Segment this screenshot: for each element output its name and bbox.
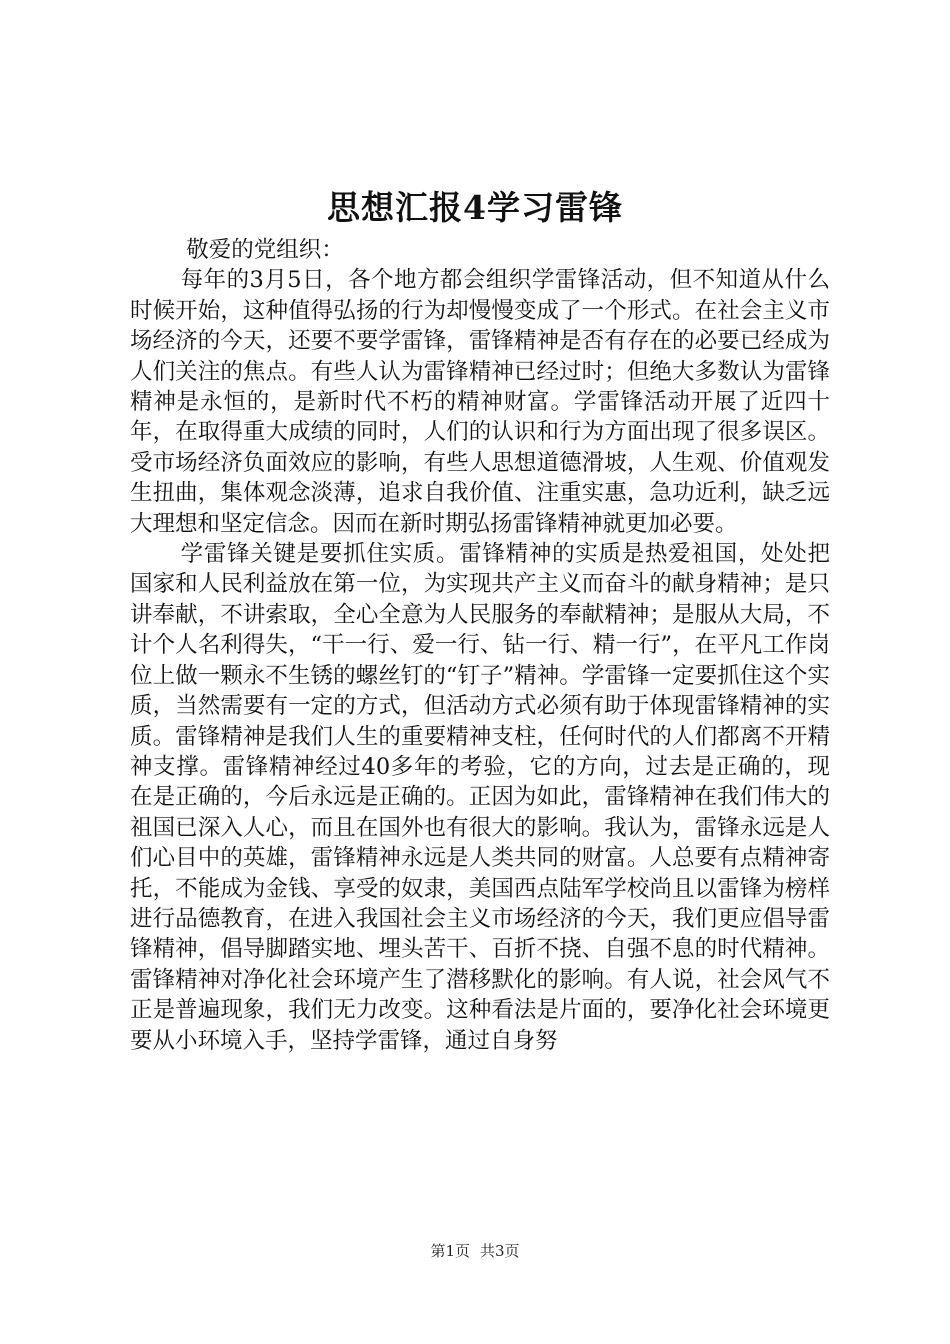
page-number: 第1页 bbox=[430, 1242, 470, 1260]
page-total: 共3页 bbox=[480, 1242, 520, 1260]
body-paragraph: 学雷锋关键是要抓住实质。雷锋精神的实质是热爱祖国，处处把国家和人民利益放在第一位，为实现共产主义而奋斗的献身精神；是只讲奉献，不讲索取，全心全意为人民服务的奉献精神；是服从大局，不计个人名利得失，“干一行、爱一行、钻一行、精一行”，在平凡工作岗位上做一颗永不生锈的螺丝钉的“钉子”精神。学雷锋一定要抓住这个实质，当然需要有一定的方式，但活动方式必须有助于体现雷锋精神的实质。雷锋精神是我们人生的重要精神支柱，任何时代的人们都离不开精神支撑。雷锋精神经过40多年的考验，它的方向，过去是正确的，现在是正确的，今后永远是正确的。正因为如此，雷锋精神在我们伟大的祖国已深入人心，而且在国外也有很大的影响。我认为，雷锋永远是人们心目中的英雄，雷锋精神永远是人类共同的财富。人总要有点精神寄托，不能成为金钱、享受的奴隶，美国西点陆军学校尚且以雷锋为榜样进行品德教育，在进入我国社会主义市场经济的今天，我们更应倡导雷锋精神，倡导脚踏实地、埋头苦干、百折不挠、自强不息的时代精神。雷锋精神对净化社会环境产生了潜移默化的影响。有人说，社会风气不正是普遍现象，我们无力改变。这种看法是片面的，要净化社会环境更要从小环境入手，坚持学雷锋，通过自身努 bbox=[130, 541, 830, 1054]
document-body bbox=[130, 235, 830, 1056]
body-paragraph: 每年的3月5日，各个地方都会组织学雷锋活动，但不知道从什么时候开始，这种值得弘扬的行为却慢慢变成了一个形式。在社会主义市场经济的今天，还要不要学雷锋，雷锋精神是否有存在的必要已经成为人们关注的焦点。有些人认为雷锋精神已经过时；但绝大多数认为雷锋精神是永恒的，是新时代不朽的精神财富。学雷锋活动开展了近四十年，在取得重大成绩的同时，人们的认识和行为方面出现了很多误区。受市场经济负面效应的影响，有些人思想道德滑坡，人生观、价值观发生扭曲，集体观念淡薄，追求自我价值、注重实惠，急功近利，缺乏远大理想和坚定信念。因而在新时期弘扬雷锋精神就更加必要。 bbox=[130, 267, 830, 537]
greeting-line: 敬爱的党组织： bbox=[186, 237, 344, 263]
document-title: 思想汇报4学习雷锋 bbox=[327, 188, 623, 227]
page-footer bbox=[0, 1241, 950, 1261]
